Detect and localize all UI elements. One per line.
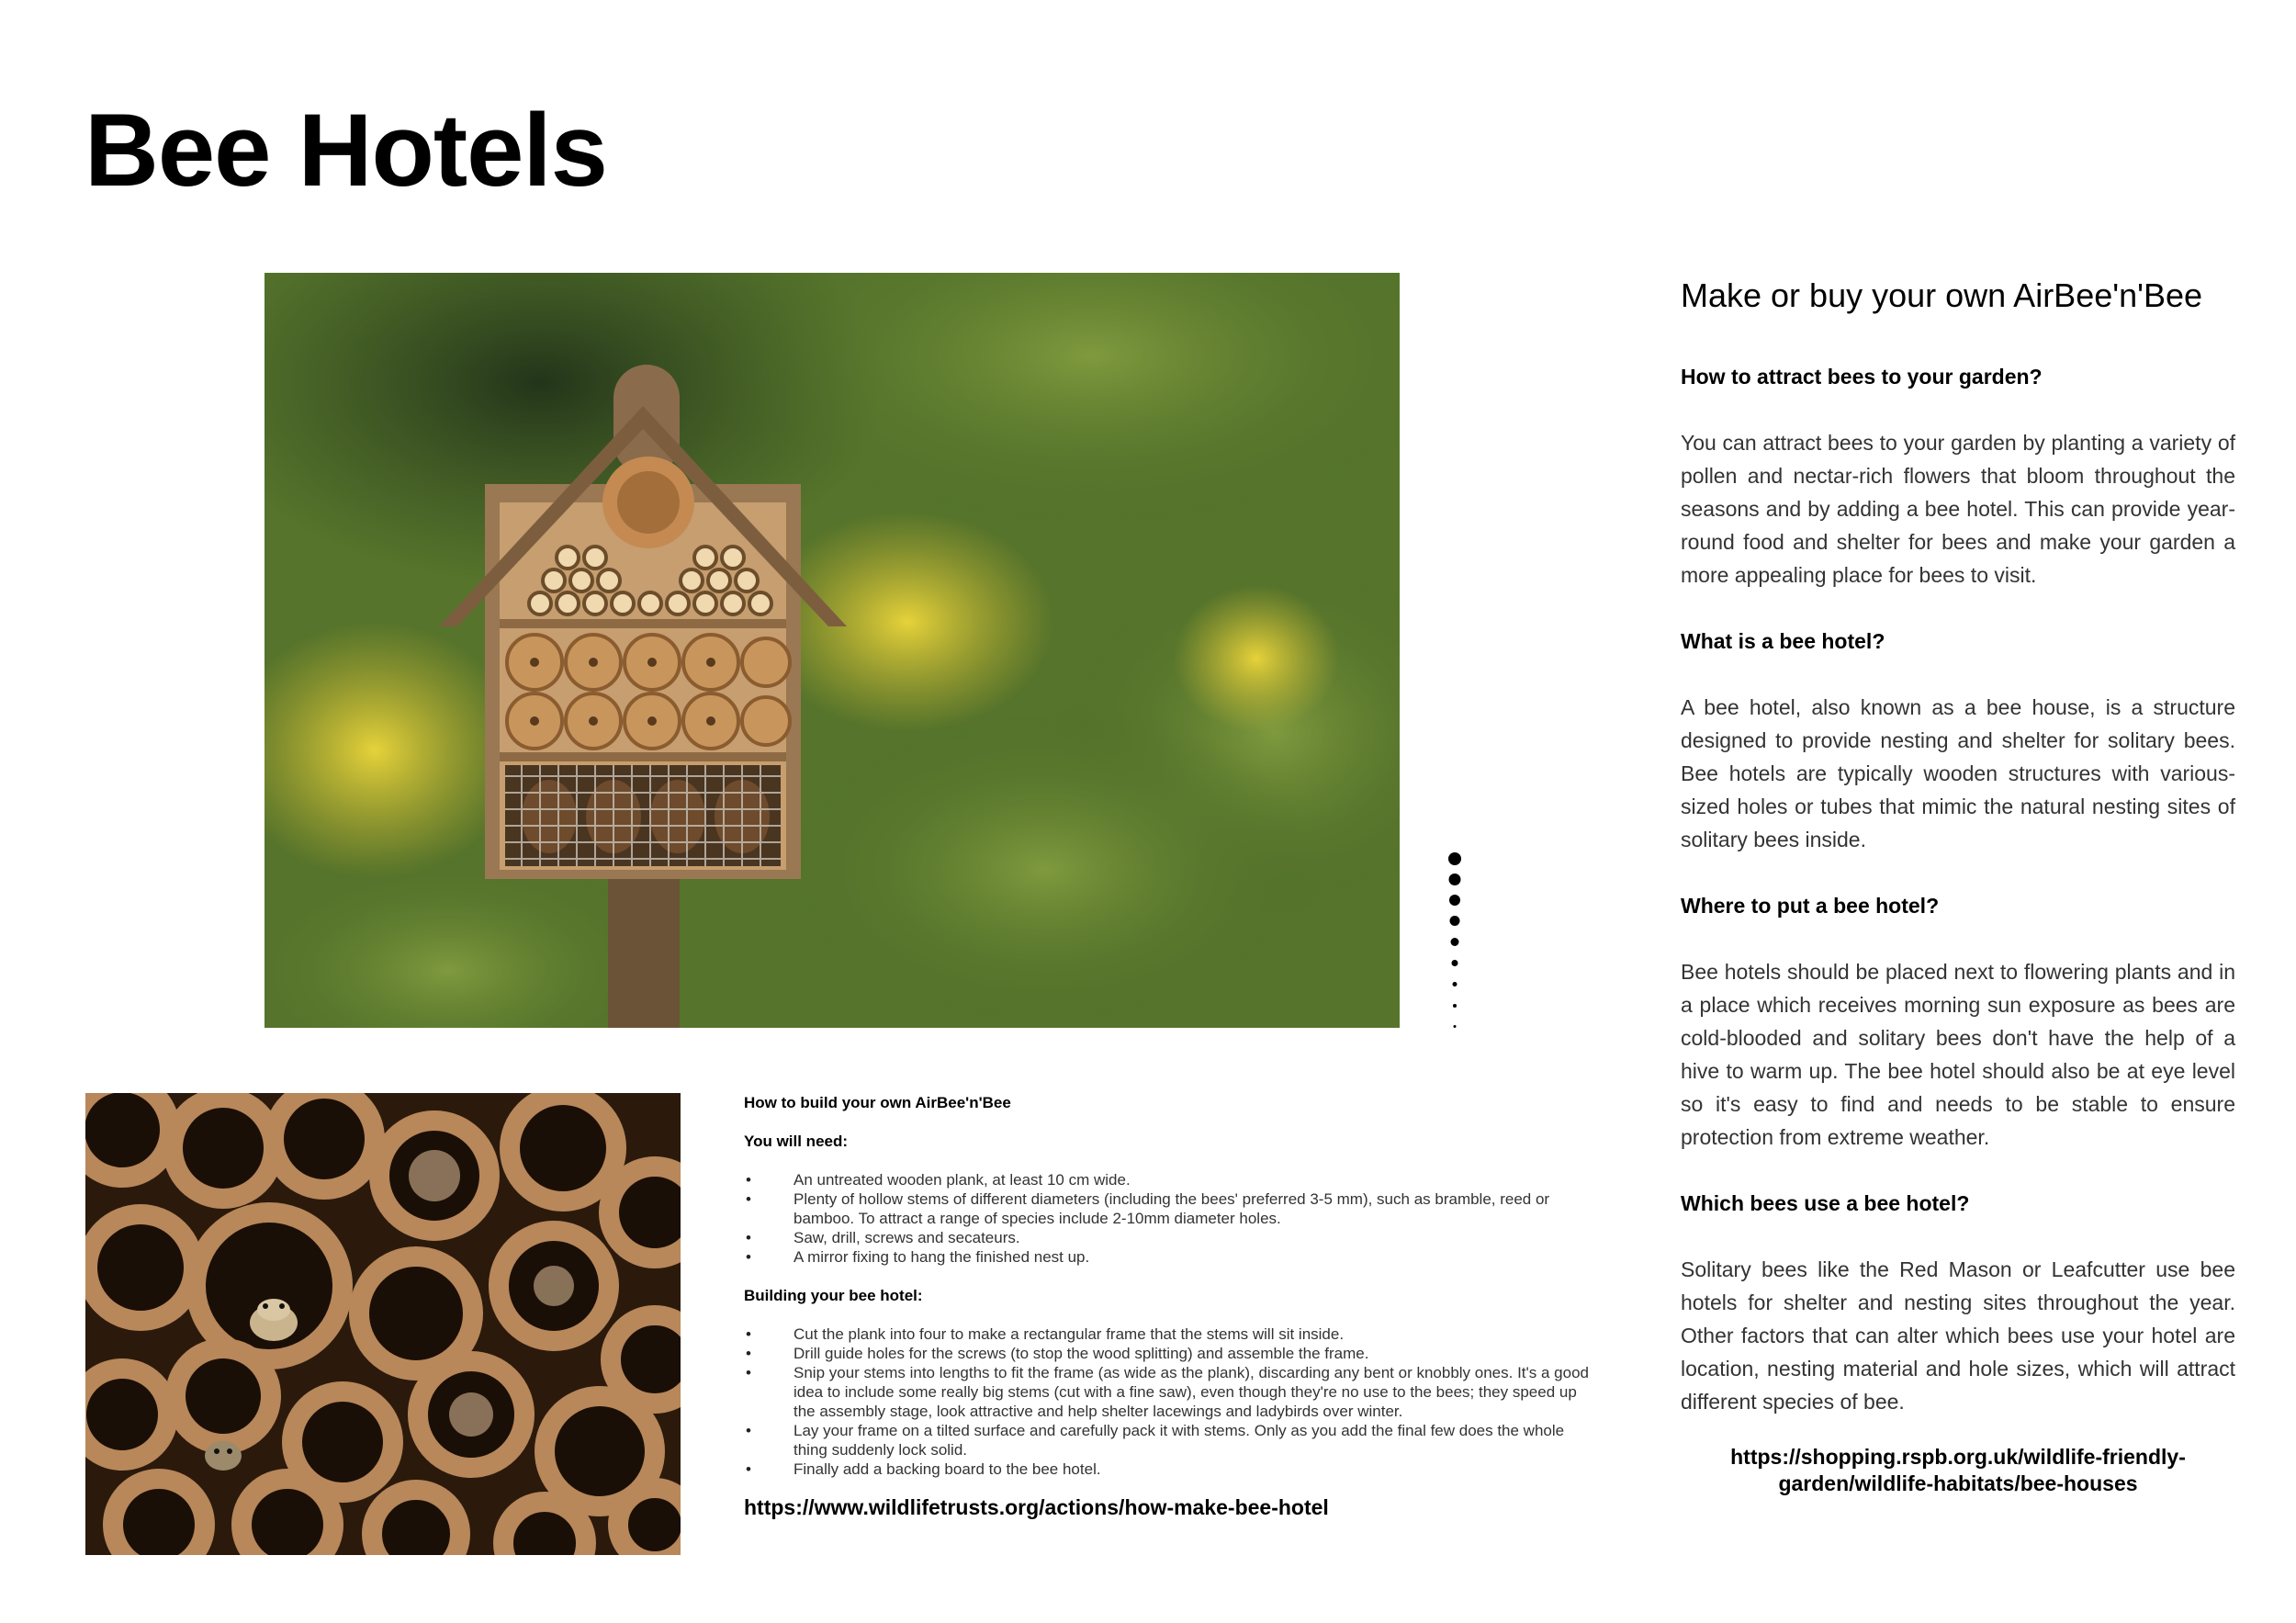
dot [1453,1004,1457,1008]
steps-list [744,1324,1589,1479]
dot [1451,938,1459,946]
dot [1449,895,1460,906]
side-heading: Make or buy your own AirBee'n'Bee [1681,276,2203,314]
materials-list [744,1170,1589,1267]
wildlife-trusts-link[interactable]: https://www.wildlifetrusts.org/actions/how-make-bee-hotel [744,1495,1329,1519]
list-item: • Snip your stems into lengths to fit the frame (as wide as the plank), discarding any bent or knobbly ones. It's a good idea to include some really big stems (cut with a fine saw), even though they're no use to the bees; they speed up the assembly stage, look attractive and help shelter lacewings and ladybirds over winter. [744,1363,1589,1421]
steps-heading: Building your bee hotel: [744,1287,923,1304]
section-question: Which bees use a bee hotel? [1681,1191,1970,1215]
bee-hotel-illustration [264,273,1400,1028]
section-answer: You can attract bees to your garden by planting a variety of pollen and nectar-rich flowers that bloom throughout the seasons and by adding a bee hotel. This can provide year-round food and shelter for bees and make your garden a more appealing place for bees to visit. [1681,431,2235,587]
list-item: • A mirror fixing to hang the finished nest up. [744,1247,1589,1267]
dot [1452,960,1458,966]
dot [1454,1025,1457,1028]
dot [1448,852,1461,865]
list-item: • Lay your frame on a tilted surface and carefully pack it with stems. Only as you add the final few does the whole thing suddenly lock solid. [744,1421,1589,1460]
dot [1449,873,1461,885]
section-answer: Bee hotels should be placed next to flowering plants and in a place which receives morning sun exposure as bees are cold-blooded and solitary bees don't have the help of a hive to warm up. The bee hotel should also be at eye level so it's easy to find and needs to be stable to ensure protection from extreme weather. [1681,960,2235,1149]
section-answer: A bee hotel, also known as a bee house, is a structure designed to provide nesting and shelter for solitary bees. Bee hotels are typically wooden structures with various-sized holes or tubes that mimic the natural nesting sites of solitary bees inside. [1681,695,2235,851]
build-heading: How to build your own AirBee'n'Bee [744,1094,1011,1111]
list-item: • Drill guide holes for the screws (to stop the wood splitting) and assemble the frame. [744,1344,1589,1363]
side-column [1681,272,2235,1497]
section-question: Where to put a bee hotel? [1681,894,1940,918]
section-question: What is a bee hotel? [1681,629,1885,653]
section-question: How to attract bees to your garden? [1681,365,2043,389]
list-item: • Cut the plank into four to make a rectangular frame that the stems will sit inside. [744,1324,1589,1344]
list-item: • Plenty of hollow stems of different diameters (including the bees' preferred 3-5 mm), such as bramble, reed or bamboo. To attract a range of species include 2-10mm diameter holes. [744,1189,1589,1228]
dot [1450,916,1460,926]
section-answer: Solitary bees like the Red Mason or Leafcutter use bee hotels for shelter and nesting sites throughout the year. Other factors that can alter which bees use your hotel are location, nesting material and hole sizes, which will attract different species of bee. [1681,1257,2235,1414]
bees-in-stems-photo [85,1093,681,1555]
rspb-link[interactable]: https://shopping.rspb.org.uk/wildlife-friendly-garden/wildlife-habitats/bee-houses [1730,1445,2186,1495]
decorative-dots [1446,852,1464,1036]
build-instructions [744,1093,1589,1517]
stems-illustration [85,1093,681,1555]
list-item: • An untreated wooden plank, at least 10 cm wide. [744,1170,1589,1189]
list-item: • Saw, drill, screws and secateurs. [744,1228,1589,1247]
page-title: Bee Hotels [84,93,607,208]
list-item: • Finally add a backing board to the bee hotel. [744,1460,1589,1479]
bee-hotel-photo [264,273,1400,1028]
dot [1453,982,1458,986]
need-heading: You will need: [744,1133,849,1150]
